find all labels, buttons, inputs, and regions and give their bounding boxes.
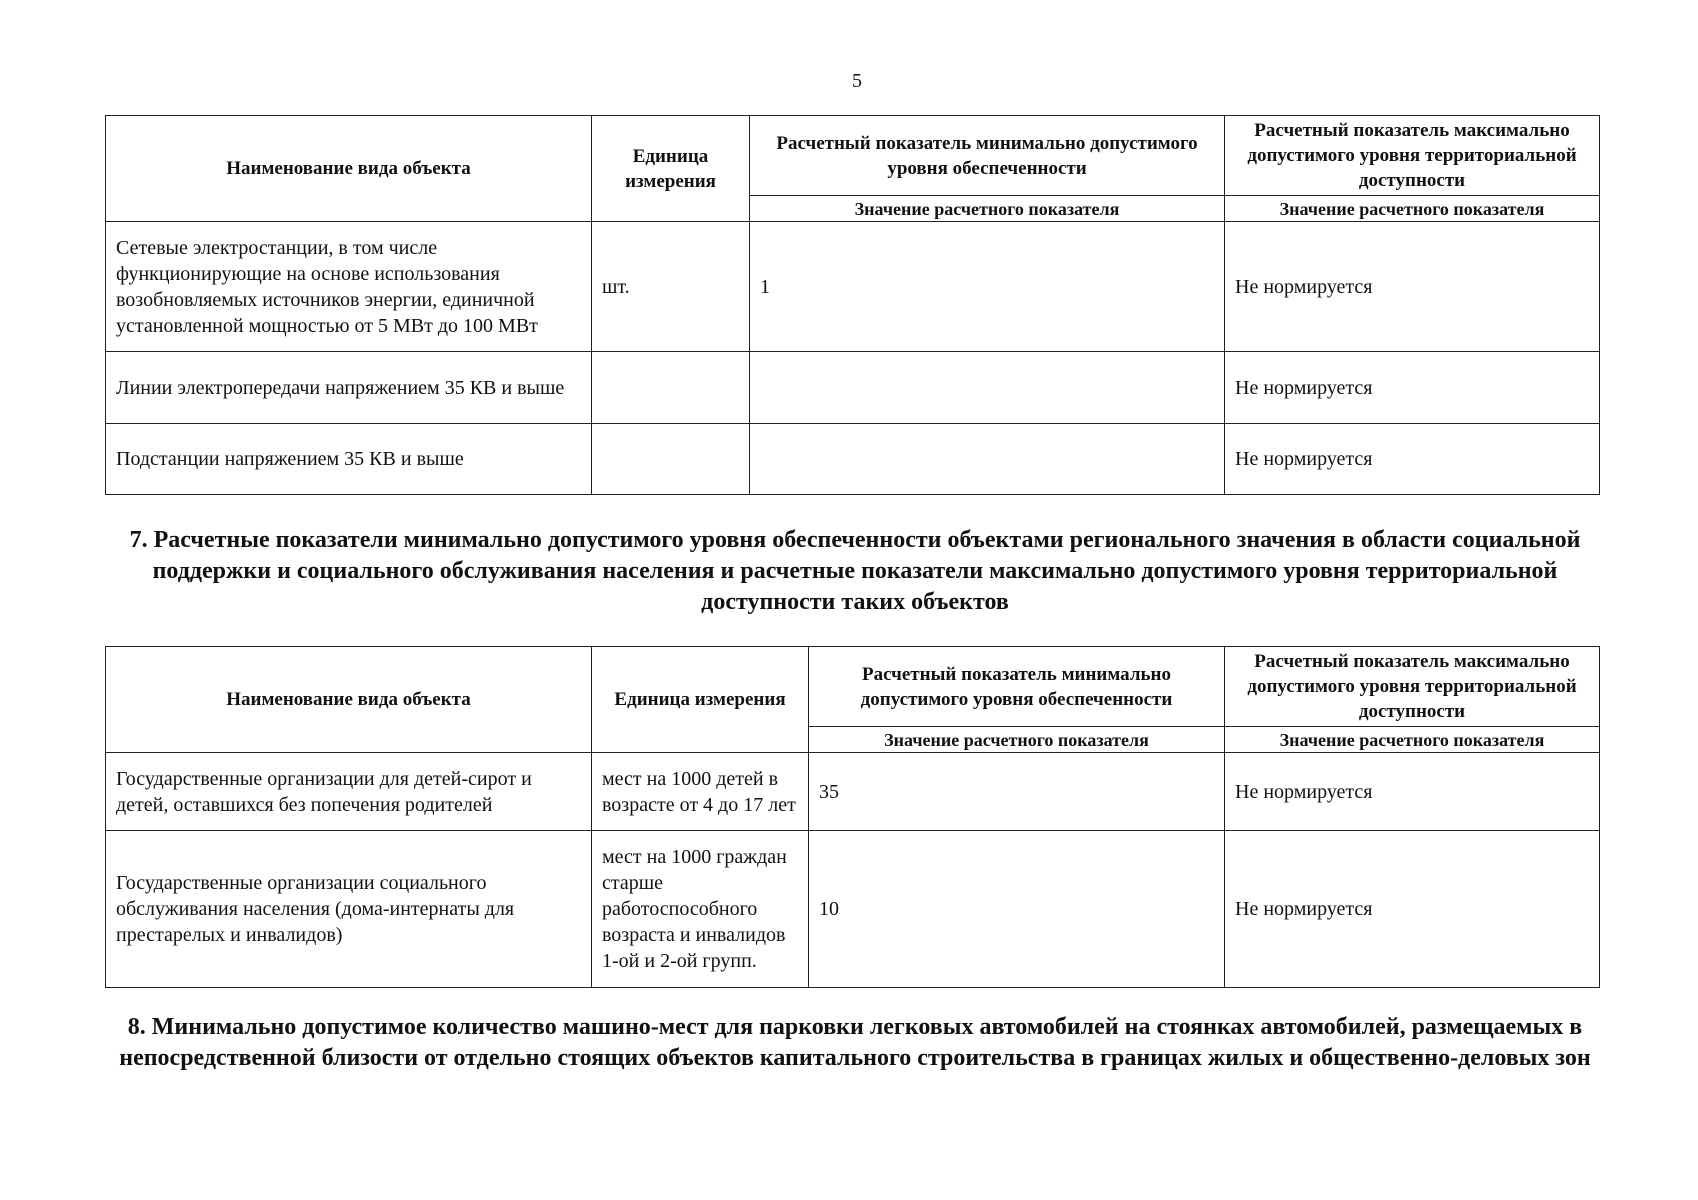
unit: мест на 1000 детей в возрасте от 4 до 17 лет <box>592 753 809 831</box>
table-row <box>106 831 1600 988</box>
max-value: Не нормируется <box>1225 831 1600 988</box>
header-unit: Единица измерения <box>592 116 750 222</box>
object-name: Государственные организации социального обслуживания населения (дома-интернаты для престарелых и инвалидов) <box>106 831 592 988</box>
table-row <box>106 222 1600 352</box>
section-7-title: 7. Расчетные показатели минимально допустимого уровня обеспеченности объектами регионального значения в области социальной поддержки и социального обслуживания населения и расчетные показатели максимально допустимого уровня территориальной доступности таких объектов <box>129 527 1581 615</box>
header-max-level: Расчетный показатель максимально допустимого уровня территориальной доступности <box>1225 116 1600 196</box>
min-value: 10 <box>809 831 1225 988</box>
unit: шт. <box>592 222 750 352</box>
object-name: Подстанции напряжением 35 КВ и выше <box>106 424 592 495</box>
page-number: 5 <box>852 70 862 92</box>
header-object-name: Наименование вида объекта <box>106 647 592 753</box>
header-max-value: Значение расчетного показателя <box>1225 196 1600 222</box>
min-value: 1 <box>750 222 1225 352</box>
header-object-name: Наименование вида объекта <box>106 116 592 222</box>
table-power-objects <box>105 115 1600 495</box>
unit <box>592 424 750 495</box>
header-unit: Единица измерения <box>592 647 809 753</box>
max-value: Не нормируется <box>1225 352 1600 424</box>
object-name: Линии электропередачи напряжением 35 КВ и выше <box>106 352 592 424</box>
header-min-level: Расчетный показатель минимально допустимого уровня обеспеченности <box>750 116 1225 196</box>
table-social-objects <box>105 646 1600 988</box>
table-row <box>106 424 1600 495</box>
section-8-title: 8. Минимально допустимое количество машино-мест для парковки легковых автомобилей на стоянках автомобилей, размещаемых в непосредственной близости от отдельно стоящих объектов капитального строительства в границах жилых и общественно-деловых зон <box>119 1014 1591 1071</box>
header-max-level: Расчетный показатель максимально допустимого уровня территориальной доступности <box>1225 647 1600 727</box>
max-value: Не нормируется <box>1225 222 1600 352</box>
header-min-level: Расчетный показатель минимально допустимого уровня обеспеченности <box>809 647 1225 727</box>
header-min-value: Значение расчетного показателя <box>809 727 1225 753</box>
min-value <box>750 352 1225 424</box>
min-value <box>750 424 1225 495</box>
max-value: Не нормируется <box>1225 753 1600 831</box>
max-value: Не нормируется <box>1225 424 1600 495</box>
unit: мест на 1000 граждан старше работоспособного возраста и инвалидов 1-ой и 2-ой групп. <box>592 831 809 988</box>
header-min-value: Значение расчетного показателя <box>750 196 1225 222</box>
min-value: 35 <box>809 753 1225 831</box>
unit <box>592 352 750 424</box>
object-name: Сетевые электростанции, в том числе функционирующие на основе использования возобновляемых источников энергии, единичной установленной мощностью от 5 МВт до 100 МВт <box>106 222 592 352</box>
table-row <box>106 753 1600 831</box>
header-max-value: Значение расчетного показателя <box>1225 727 1600 753</box>
table-row <box>106 352 1600 424</box>
object-name: Государственные организации для детей-сирот и детей, оставшихся без попечения родителей <box>106 753 592 831</box>
